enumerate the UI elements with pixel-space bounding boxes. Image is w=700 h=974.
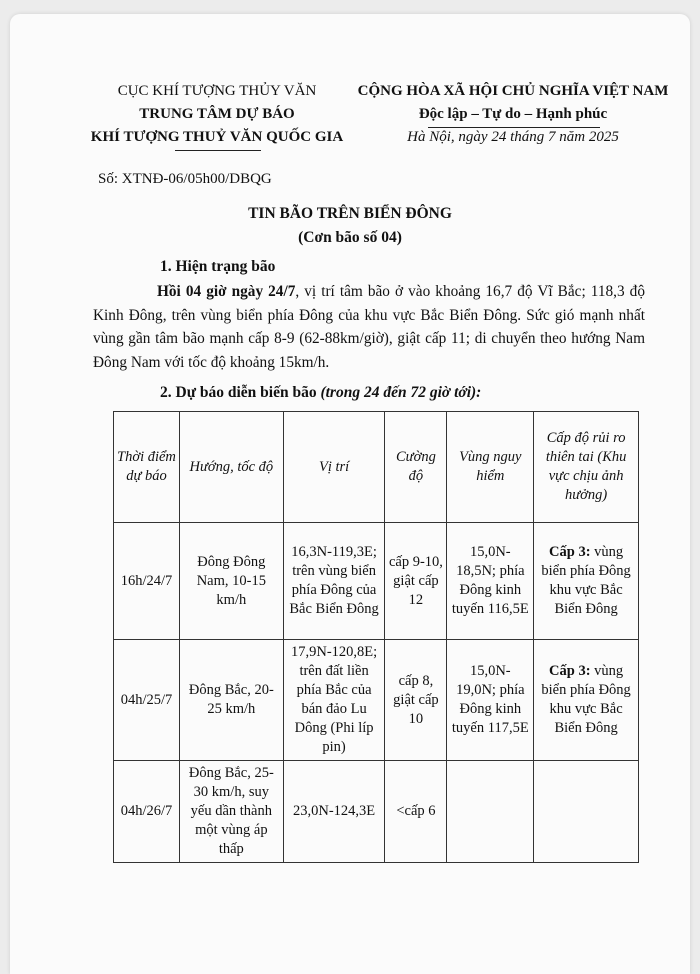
- cell-direction: Đông Bắc, 25-30 km/h, suy yếu dần thành một vùng áp thấp: [179, 761, 283, 863]
- header-danger-zone: Vùng nguy hiểm: [447, 412, 534, 523]
- cell-direction: Đông Đông Nam, 10-15 km/h: [179, 523, 283, 640]
- header-risk: Cấp độ rủi ro thiên tai (Khu vực chịu ảnh hưởng): [534, 412, 639, 523]
- cell-danger-zone: 15,0N-19,0N; phía Đông kinh tuyến 117,5E: [447, 640, 534, 761]
- national-header: [348, 80, 678, 149]
- header-position: Vị trí: [283, 412, 385, 523]
- risk-level: Cấp 3:: [549, 663, 591, 679]
- motto-underline: [428, 127, 600, 128]
- section-2-heading: [160, 384, 481, 402]
- table-row: [114, 640, 639, 761]
- header-intensity: Cường độ: [385, 412, 447, 523]
- section-2-period: (trong 24 đến 72 giờ tới):: [320, 384, 482, 401]
- table-row: [114, 523, 639, 640]
- agency-header: [82, 80, 352, 149]
- bulletin-title: TIN BÃO TRÊN BIỂN ĐÔNG: [248, 205, 452, 222]
- header-direction: Hướng, tốc độ: [179, 412, 283, 523]
- document-page: [10, 14, 690, 974]
- cell-time: 16h/24/7: [114, 523, 180, 640]
- cell-intensity: <cấp 6: [385, 761, 447, 863]
- agency-line-3: KHÍ TƯỢNG THUỶ VĂN QUỐC GIA: [90, 129, 344, 145]
- cell-position: 17,9N-120,8E; trên đất liền phía Bắc của bán đảo Lu Dông (Phi líp pin): [283, 640, 385, 761]
- cell-time: 04h/26/7: [114, 761, 180, 863]
- forecast-table: [113, 411, 639, 863]
- cell-direction: Đông Bắc, 20-25 km/h: [179, 640, 283, 761]
- header-time: Thời điểm dự báo: [114, 412, 180, 523]
- national-motto: Độc lập – Tự do – Hạnh phúc: [418, 106, 608, 122]
- bulletin-subtitle: (Cơn bão số 04): [298, 229, 402, 246]
- risk-level: Cấp 3:: [549, 544, 591, 560]
- cell-danger-zone: 15,0N-18,5N; phía Đông kinh tuyến 116,5E: [447, 523, 534, 640]
- agency-line-1: CỤC KHÍ TƯỢNG THỦY VĂN: [117, 83, 317, 99]
- cell-danger-zone: [447, 761, 534, 863]
- agency-line-2: TRUNG TÂM DỰ BÁO: [139, 106, 295, 122]
- agency-underline: [175, 150, 261, 151]
- cell-risk: [534, 523, 639, 640]
- risk-area: vùng biển phía Đông khu vực Bắc Biển Đông: [541, 663, 631, 736]
- section-1-heading: 1. Hiện trạng bão: [160, 258, 276, 275]
- table-header-row: [114, 412, 639, 523]
- section-2-title: 2. Dự báo diễn biến bão: [160, 384, 321, 401]
- country-name: CỘNG HÒA XÃ HỘI CHỦ NGHĨA VIỆT NAM: [357, 83, 669, 99]
- document-number: Số: XTNĐ-06/05h00/DBQG: [98, 171, 272, 187]
- cell-position: 16,3N-119,3E; trên vùng biển phía Đông của Bắc Biển Đông: [283, 523, 385, 640]
- cell-position: 23,0N-124,3E: [283, 761, 385, 863]
- observation-time: Hồi 04 giờ ngày 24/7: [157, 283, 296, 300]
- cell-risk: [534, 640, 639, 761]
- storm-status-paragraph: [93, 280, 645, 374]
- cell-intensity: cấp 8, giật cấp 10: [385, 640, 447, 761]
- place-date: Hà Nội, ngày 24 tháng 7 năm 2025: [407, 129, 619, 145]
- risk-area: vùng biển phía Đông khu vực Bắc Biển Đông: [541, 544, 631, 617]
- table-row: [114, 761, 639, 863]
- cell-time: 04h/25/7: [114, 640, 180, 761]
- cell-risk: [534, 761, 639, 863]
- cell-intensity: cấp 9-10, giật cấp 12: [385, 523, 447, 640]
- storm-status-text: , vị trí tâm bão ở vào khoảng 16,7 độ Vĩ Bắc; 118,3 độ Kinh Đông, trên vùng biển phía Đông của khu vực Bắc Biển Đông. Sức gió mạnh nhất vùng gần tâm bão mạnh cấp 8-9 (62-88km/giờ), giật cấp 11; di chuyển theo hướng Nam Đông Nam với tốc độ khoảng 15km/h.: [93, 283, 645, 371]
